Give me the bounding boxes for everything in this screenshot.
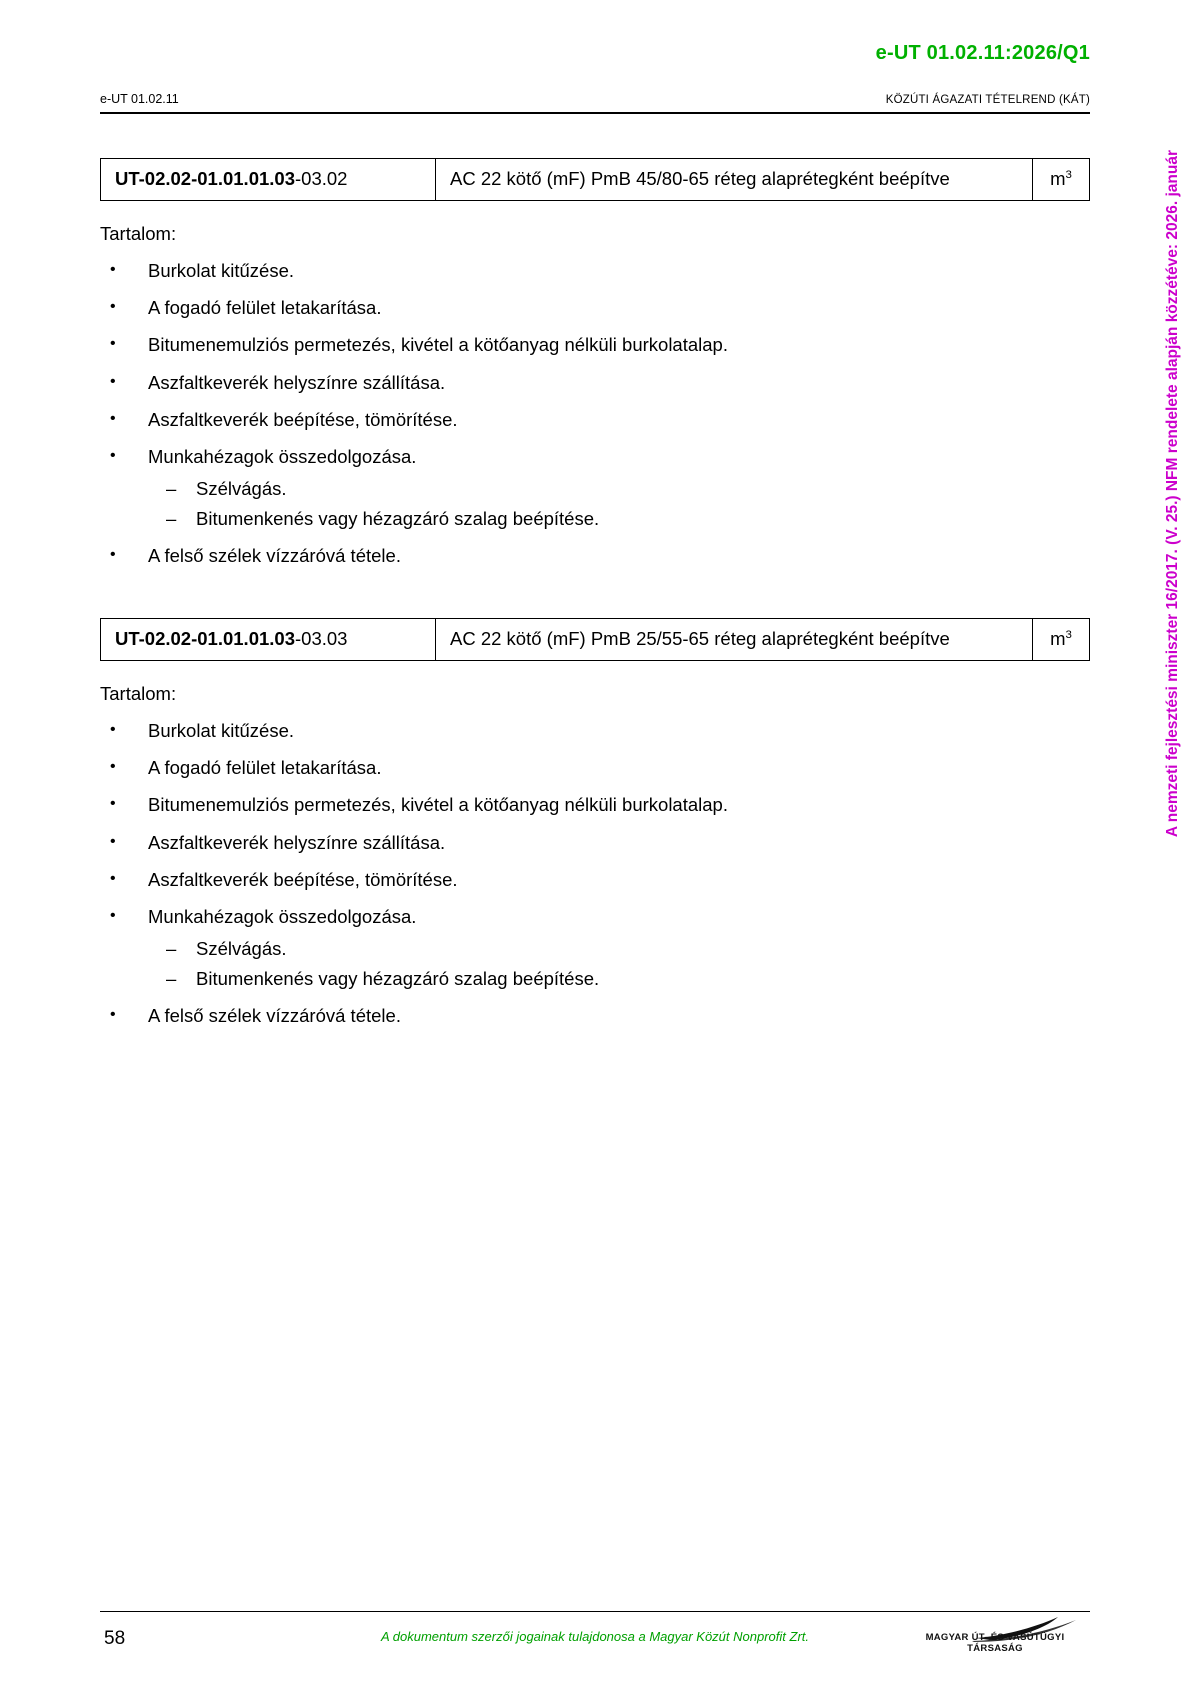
bullet-glyph: • xyxy=(110,298,116,316)
list-item xyxy=(148,478,1090,500)
list-item xyxy=(100,544,1090,567)
list-item xyxy=(148,508,1090,530)
list-item xyxy=(100,371,1090,394)
list-item-label: Burkolat kitűzése. xyxy=(148,720,295,742)
bullet-glyph: • xyxy=(110,1006,116,1024)
document-code: e-UT 01.02.11:2026/Q1 xyxy=(875,42,1090,64)
bullet-glyph: • xyxy=(110,409,116,427)
side-vertical-note xyxy=(1142,150,1181,1150)
bullet-glyph: • xyxy=(110,335,116,353)
item-code-tail-1: -03.02 xyxy=(295,168,348,189)
item-unit-exponent-1: 3 xyxy=(1065,168,1072,181)
item-code-tail-2: -03.03 xyxy=(295,628,348,649)
content-label-1: Tartalom: xyxy=(100,223,177,245)
item-unit-exponent-2: 3 xyxy=(1065,628,1072,641)
dash-glyph: – xyxy=(166,937,177,959)
bullet-glyph: • xyxy=(110,261,116,279)
item-code-cell-1 xyxy=(101,159,436,201)
list-item-label: Bitumenemulziós permetezés, kivétel a kötőanyag nélküli burkolatalap. xyxy=(148,794,728,816)
list-item-label: A felső szélek vízzáróvá tétele. xyxy=(148,1005,401,1027)
table-row xyxy=(101,619,1090,661)
content-list-2 xyxy=(100,719,1090,1027)
list-item-label: Szélvágás. xyxy=(196,937,287,959)
list-item xyxy=(100,259,1090,282)
list-item xyxy=(100,408,1090,431)
list-item xyxy=(100,831,1090,854)
content-list-1 xyxy=(100,259,1090,567)
item-code-cell-2 xyxy=(101,619,436,661)
list-item-label: A felső szélek vízzáróvá tétele. xyxy=(148,545,401,567)
bullet-glyph: • xyxy=(110,832,116,850)
item-description-cell-1: AC 22 kötő (mF) PmB 45/80-65 réteg alaprétegként beépítve xyxy=(436,159,1033,201)
list-item xyxy=(148,968,1090,990)
header-right-label: KÖZÚTI ÁGAZATI TÉTELREND (KÁT) xyxy=(885,94,1090,106)
list-item xyxy=(100,719,1090,742)
list-item-label: Bitumenemulziós permetezés, kivétel a kötőanyag nélküli burkolatalap. xyxy=(148,334,728,356)
list-item xyxy=(100,868,1090,891)
item-header-table-2 xyxy=(100,618,1090,661)
list-item xyxy=(100,756,1090,779)
dash-glyph: – xyxy=(166,968,177,990)
item-unit-cell-1 xyxy=(1033,159,1090,201)
item-unit-text-2: m xyxy=(1050,628,1066,649)
sub-list-2 xyxy=(148,938,1090,990)
list-item xyxy=(100,333,1090,356)
list-item xyxy=(100,793,1090,816)
bullet-glyph: • xyxy=(110,446,116,464)
footer-divider xyxy=(100,1611,1090,1613)
list-item-label: Bitumenkenés vagy hézagzáró szalag beépítése. xyxy=(196,508,600,530)
bullet-glyph: • xyxy=(110,869,116,887)
dash-glyph: – xyxy=(166,477,177,499)
bullet-glyph: • xyxy=(110,546,116,564)
list-item-label: A fogadó felület letakarítása. xyxy=(148,757,382,779)
list-item xyxy=(100,296,1090,319)
side-vertical-note-text: A nemzeti fejlesztési miniszter 16/2017. (V. 25.) NFM rendelete alapján közzétéve: 2026. január xyxy=(1164,150,1181,838)
table-row xyxy=(101,159,1090,201)
dash-glyph: – xyxy=(166,508,177,530)
bullet-glyph: • xyxy=(110,906,116,924)
list-item-label: Aszfaltkeverék beépítése, tömörítése. xyxy=(148,408,458,430)
list-item-label: Aszfaltkeverék beépítése, tömörítése. xyxy=(148,868,458,890)
list-item-label: A fogadó felület letakarítása. xyxy=(148,297,382,319)
item-description-cell-2: AC 22 kötő (mF) PmB 25/55-65 réteg alaprétegként beépítve xyxy=(436,619,1033,661)
item-unit-text-1: m xyxy=(1050,168,1066,189)
page-number: 58 xyxy=(104,1628,126,1649)
header-left-label: e-UT 01.02.11 xyxy=(100,92,179,106)
footer-copyright: A dokumentum szerzői jogainak tulajdonosa a Magyar Közút Nonprofit Zrt. xyxy=(380,1629,809,1644)
list-item-label: Aszfaltkeverék helyszínre szállítása. xyxy=(148,831,446,853)
item-block-2 xyxy=(100,618,1090,1041)
bullet-glyph: • xyxy=(110,372,116,390)
content-label-2: Tartalom: xyxy=(100,683,177,705)
bullet-glyph: • xyxy=(110,721,116,739)
list-item-label: Szélvágás. xyxy=(196,477,287,499)
list-item-label: Bitumenkenés vagy hézagzáró szalag beépítése. xyxy=(196,968,600,990)
list-item xyxy=(100,1004,1090,1027)
bullet-glyph: • xyxy=(110,795,116,813)
sub-list-1 xyxy=(148,478,1090,530)
organization-logo xyxy=(900,1616,1090,1660)
item-block-1 xyxy=(100,158,1090,581)
list-item xyxy=(148,938,1090,960)
list-item xyxy=(100,445,1090,531)
item-header-table-1 xyxy=(100,158,1090,201)
page-header xyxy=(100,92,1090,106)
list-item-label: Munkahézagok összedolgozása. xyxy=(148,905,417,927)
list-item-label: Burkolat kitűzése. xyxy=(148,260,295,282)
list-item xyxy=(100,905,1090,991)
item-code-bold-1: UT-02.02-01.01.01.03 xyxy=(115,168,295,189)
list-item-label: Munkahézagok összedolgozása. xyxy=(148,445,417,467)
organization-logo-text: MAGYAR ÚT- ÉS VASÚTÜGYI TÁRSASÁG xyxy=(925,1632,1065,1654)
header-divider xyxy=(100,112,1090,114)
item-unit-cell-2 xyxy=(1033,619,1090,661)
list-item-label: Aszfaltkeverék helyszínre szállítása. xyxy=(148,371,446,393)
item-code-bold-2: UT-02.02-01.01.01.03 xyxy=(115,628,295,649)
bullet-glyph: • xyxy=(110,758,116,776)
